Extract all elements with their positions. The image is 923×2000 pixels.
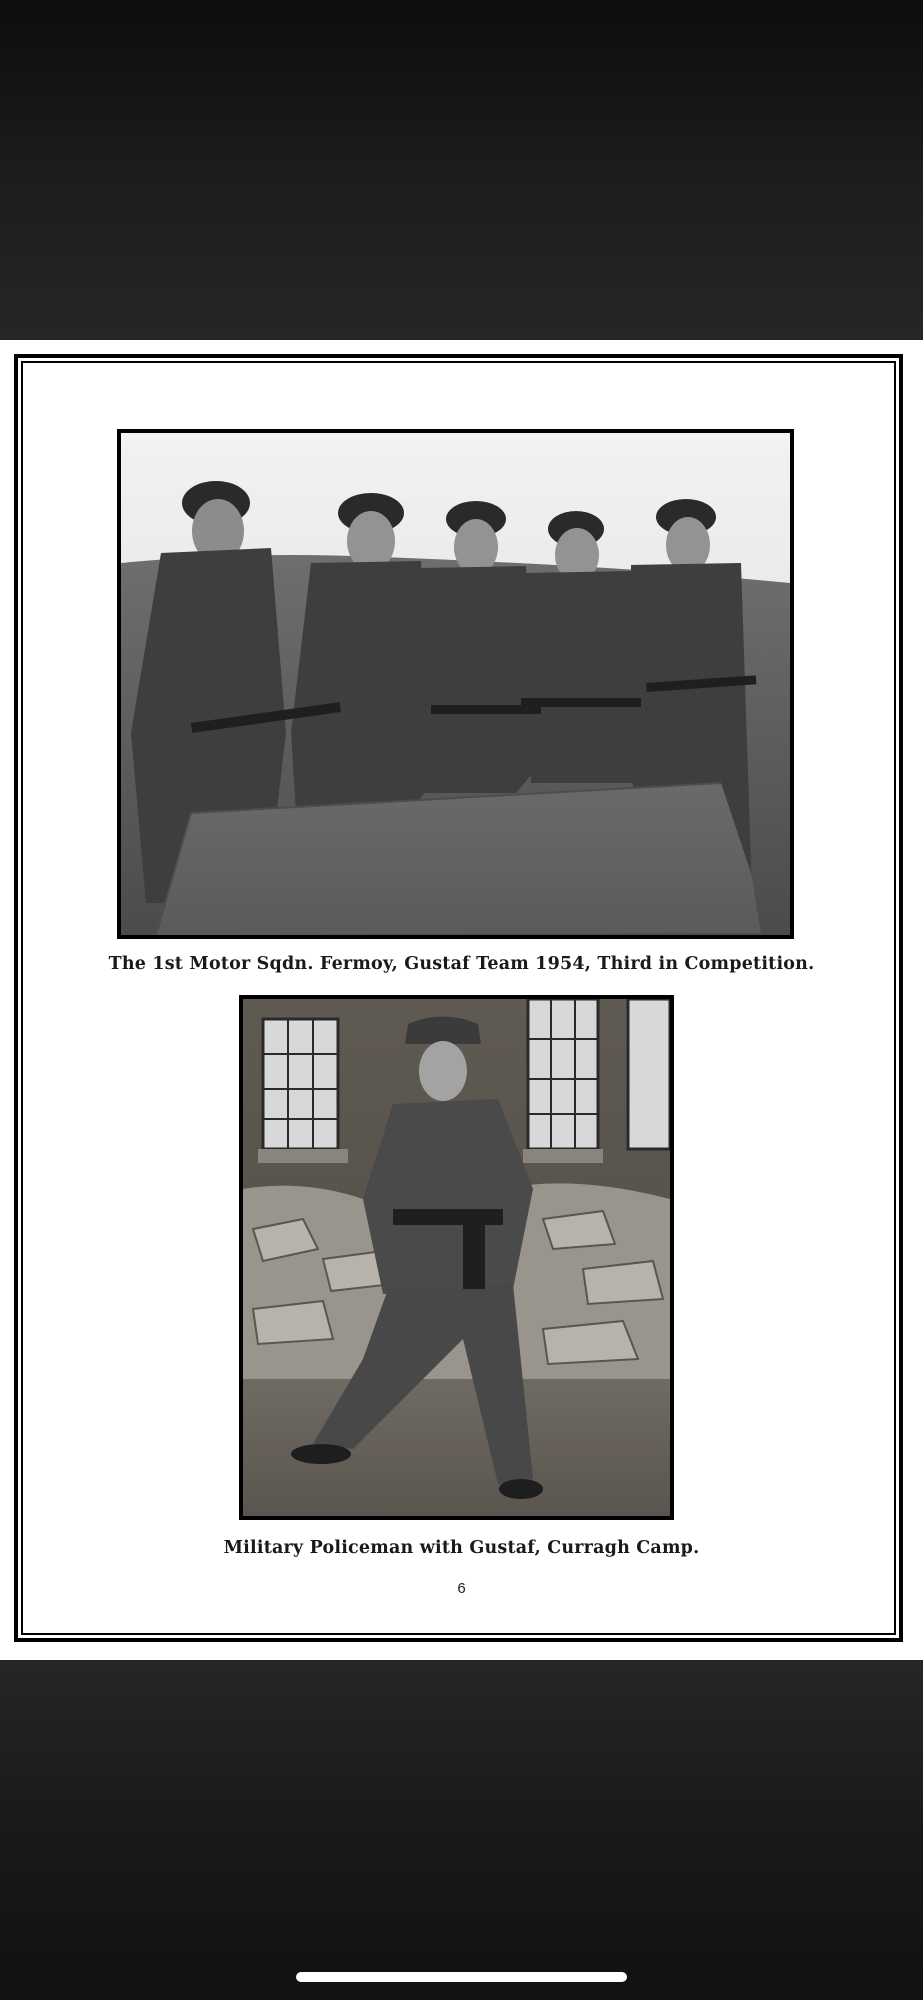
page-number: 6 (457, 1580, 466, 1597)
policeman-photo-image (243, 999, 670, 1516)
team-photo-image (121, 433, 790, 935)
team-photo-caption: The 1st Motor Sqdn. Fermoy, Gustaf Team 1954, Third in Competition. (108, 954, 815, 974)
bottom-dark-backdrop (0, 1660, 923, 2000)
policeman-photo (239, 995, 674, 1520)
team-photo (117, 429, 794, 939)
home-indicator-bar[interactable] (296, 1972, 627, 1982)
document-page[interactable] (0, 340, 923, 1660)
policeman-photo-caption: Military Policeman with Gustaf, Curragh Camp. (223, 1538, 700, 1558)
top-dark-backdrop (0, 0, 923, 340)
